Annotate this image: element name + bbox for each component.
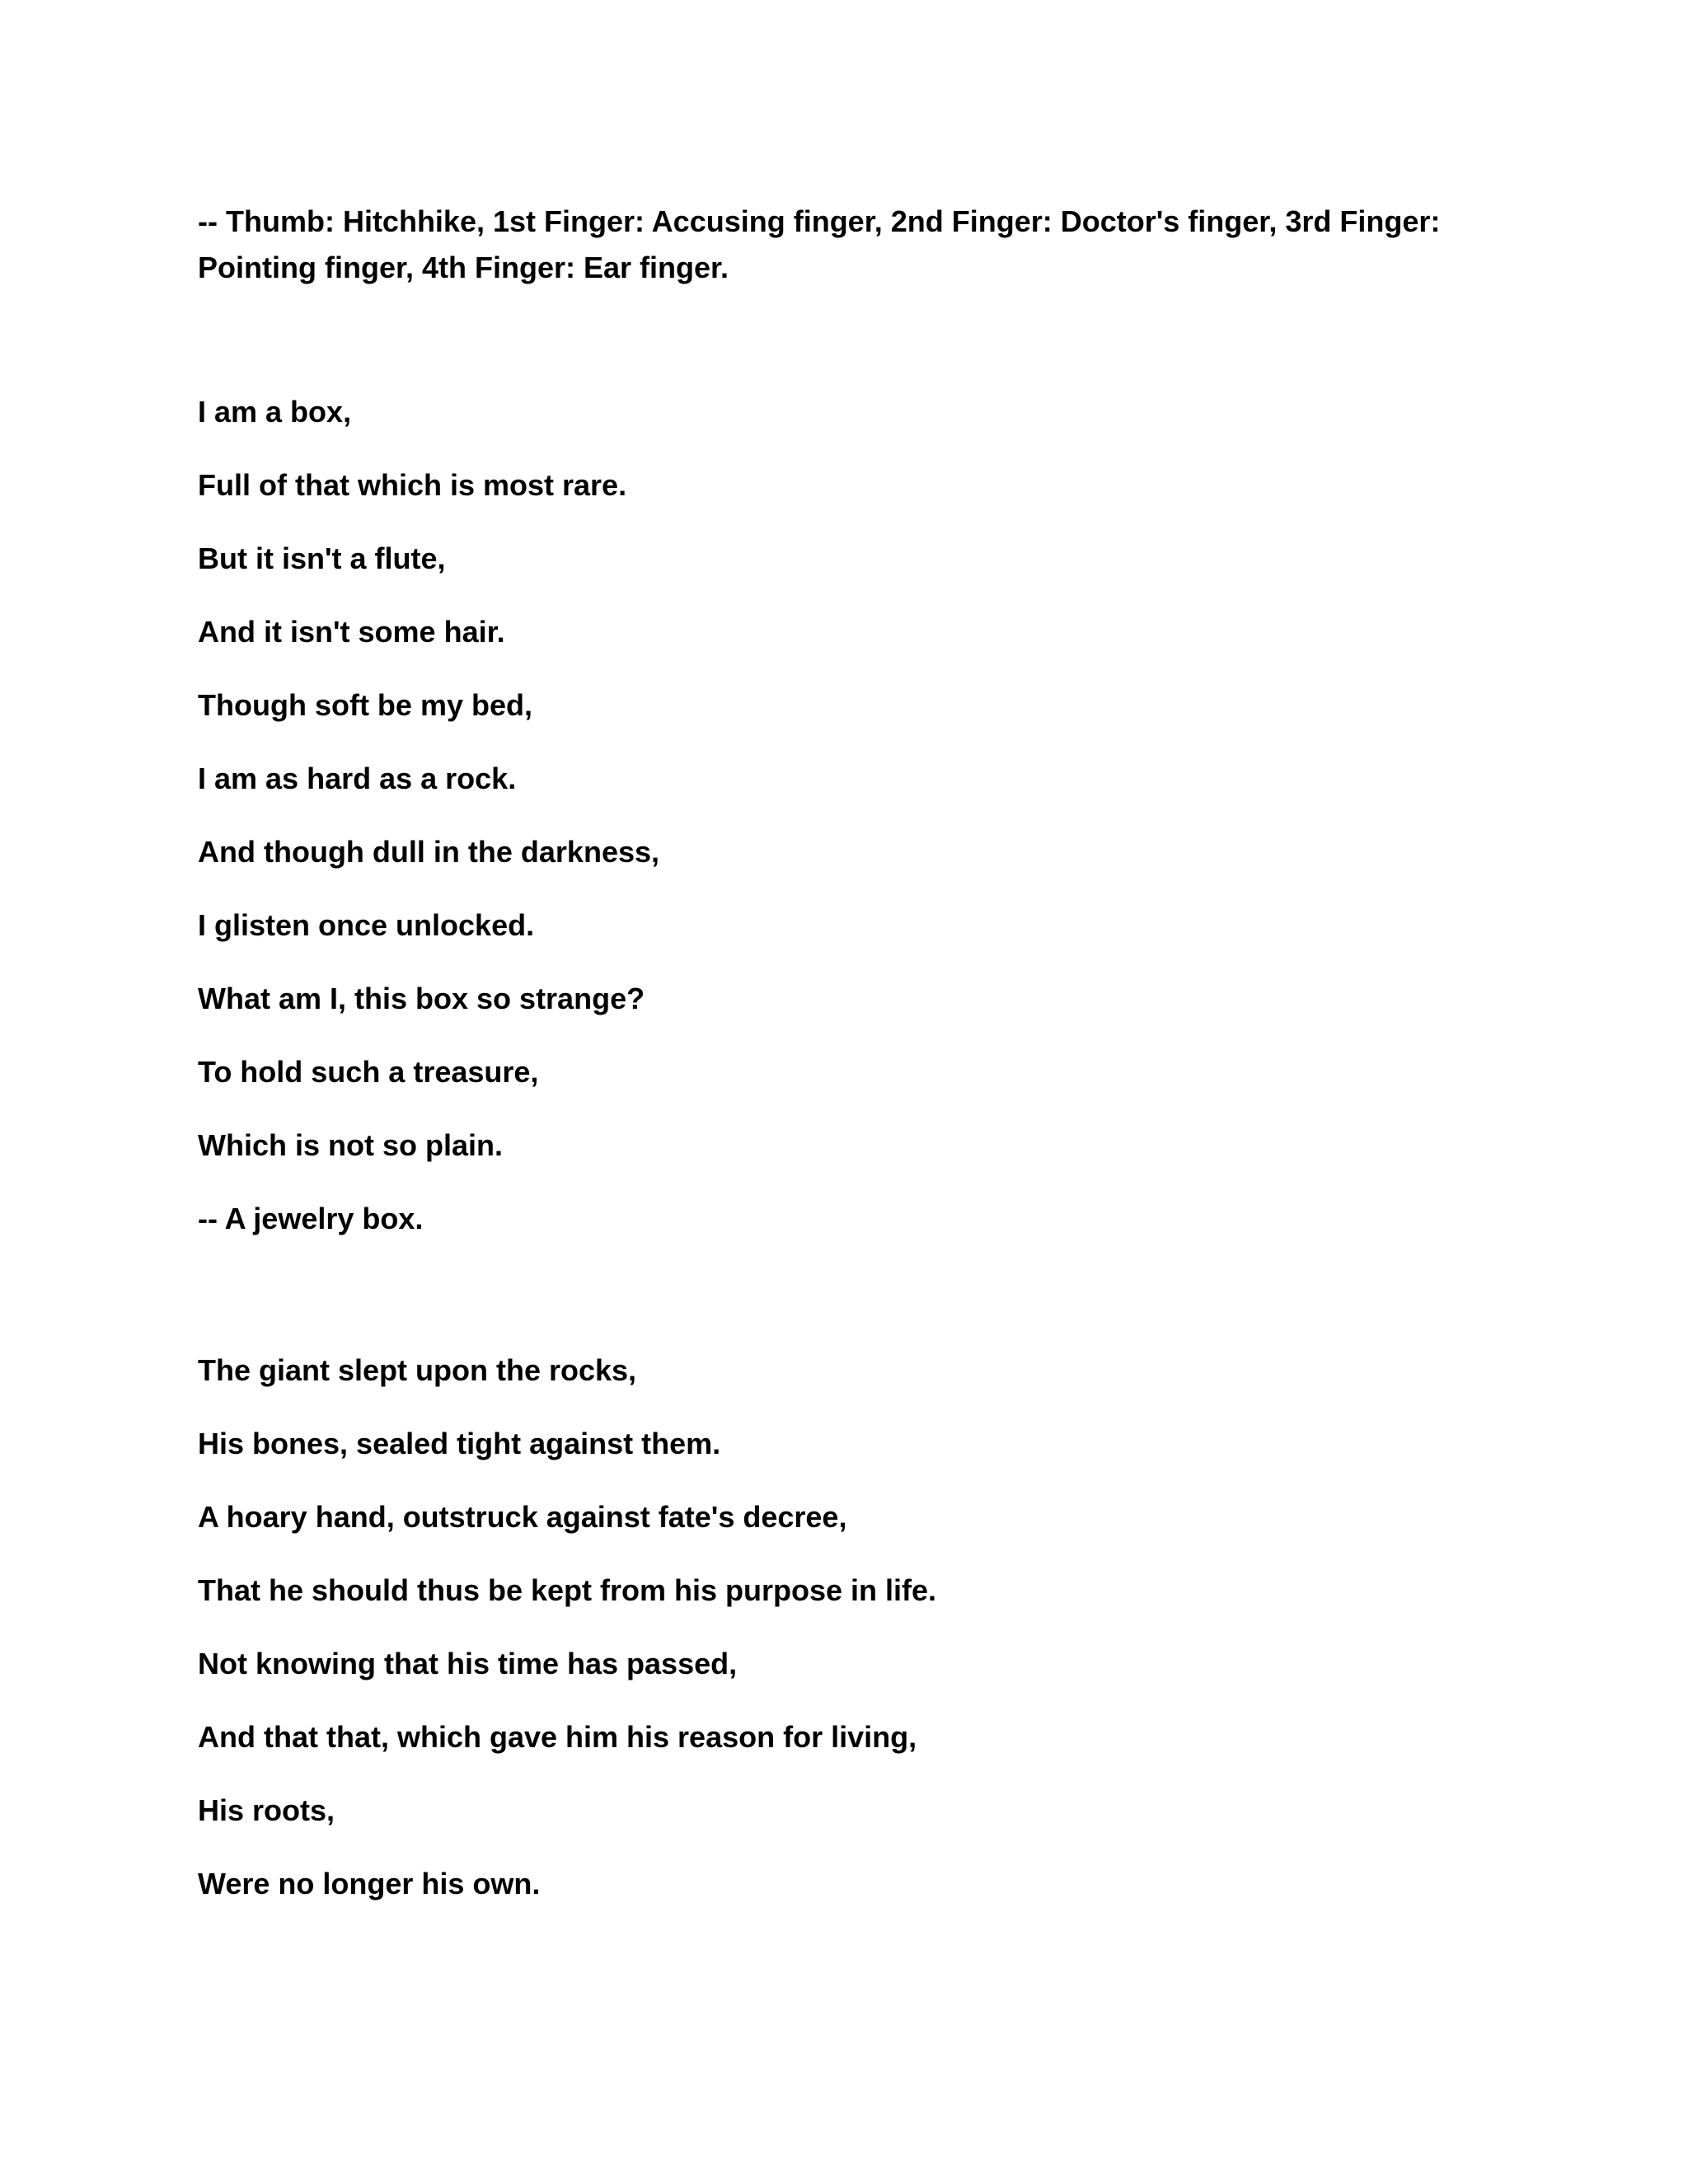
- riddle-poem-jewelry-box: [198, 394, 1492, 1274]
- poem-line: I am as hard as a rock.: [198, 762, 517, 795]
- poem-line: Were no longer his own.: [198, 1867, 541, 1900]
- poem-line: His bones, sealed tight against them.: [198, 1427, 721, 1460]
- poem-line: And though dull in the darkness,: [198, 835, 660, 869]
- poem-line: And it isn't some hair.: [198, 615, 505, 649]
- poem-line: That he should thus be kept from his purpose in life.: [198, 1573, 937, 1607]
- poem-line: Full of that which is most rare.: [198, 468, 627, 502]
- poem-line: And that that, which gave him his reason for living,: [198, 1720, 917, 1754]
- poem-line: A hoary hand, outstruck against fate's decree,: [198, 1500, 847, 1534]
- poem-line: Though soft be my bed,: [198, 688, 532, 722]
- poem-line: Which is not so plain.: [198, 1128, 504, 1162]
- giant-poem: [198, 1352, 1492, 1939]
- poem-line: To hold such a treasure,: [198, 1055, 539, 1089]
- poem-line: What am I, this box so strange?: [198, 982, 645, 1015]
- poem-line: I glisten once unlocked.: [198, 908, 535, 942]
- header-answer-block: [198, 199, 1492, 291]
- poem-line: His roots,: [198, 1793, 335, 1827]
- poem-line: Not knowing that his time has passed,: [198, 1647, 738, 1680]
- header-line: Pointing finger, 4th Finger: Ear finger.: [198, 251, 729, 284]
- poem-answer-line: -- A jewelry box.: [198, 1202, 424, 1235]
- header-line: -- Thumb: Hitchhike, 1st Finger: Accusing finger, 2nd Finger: Doctor's finger, 3rd Finger:: [198, 204, 1441, 238]
- poem-line: But it isn't a flute,: [198, 541, 446, 575]
- poem-line: The giant slept upon the rocks,: [198, 1353, 637, 1387]
- poem-line: I am a box,: [198, 395, 352, 429]
